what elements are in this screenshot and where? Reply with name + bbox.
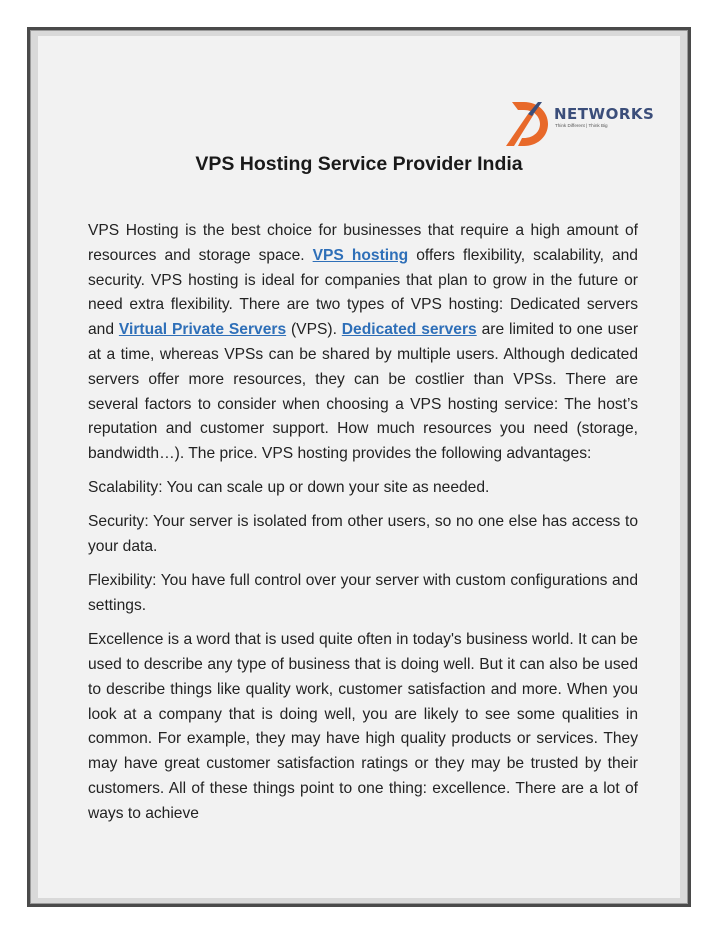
document-title: VPS Hosting Service Provider India [195, 153, 523, 175]
paragraph-flexibility: Flexibility: You have full control over your server with custom configurations and settings. [88, 572, 638, 615]
company-logo [504, 94, 655, 154]
paragraph-scalability: Scalability: You can scale up or down your site as needed. [88, 479, 490, 497]
paragraph-text: VPS Hosting is the best choice for businesses that require a high amount of resources and storage space. [88, 222, 638, 264]
paragraph-security: Security: Your server is isolated from other users, so no one else has access to your data. [88, 513, 638, 556]
paragraph-intro [88, 219, 638, 467]
logo-mark-icon [504, 94, 554, 154]
paragraph-text: are limited to one user at a time, whereas VPSs can be shared by multiple users. Although dedicated servers offer more resources, they can be costlier than VPSs. There are several factors to consider when choosing a VPS hosting service: The host’s reputation and customer support. How much resources you need (storage, bandwidth…). The price. VPS hosting provides the following advantages: [88, 321, 639, 463]
virtual-private-servers-link[interactable]: Virtual Private Servers [118, 321, 287, 339]
paragraph-text: offers flexibility, scalability, and security. VPS hosting is ideal for companies that plan to grow in the future or need extra flexibility. There are two types of VPS hosting: Dedicated servers and [88, 246, 638, 339]
paragraph-excellence: Excellence is a word that is used quite often in today's business world. It can be used to describe any type of business that is doing well. But it can also be used to describe things like quality work, customer satisfaction and more. When you look at a company that is doing well, you are likely to see some qualities in common. For example, they may have high quality products or services. They may have great customer satisfaction ratings or they may be trusted by their customers. All of these things point to one thing: excellence. There are a lot of ways to achieve [88, 631, 638, 822]
document-page [38, 36, 680, 898]
logo-name: NETWORKS [554, 105, 655, 123]
page-frame [27, 27, 691, 907]
dedicated-servers-link[interactable]: Dedicated servers [341, 321, 477, 339]
vps-hosting-link[interactable]: VPS hosting [312, 246, 409, 264]
logo-tagline: Think Different | Think Big [555, 123, 608, 128]
document-body [88, 219, 638, 836]
paragraph-text: (VPS). [286, 321, 342, 339]
